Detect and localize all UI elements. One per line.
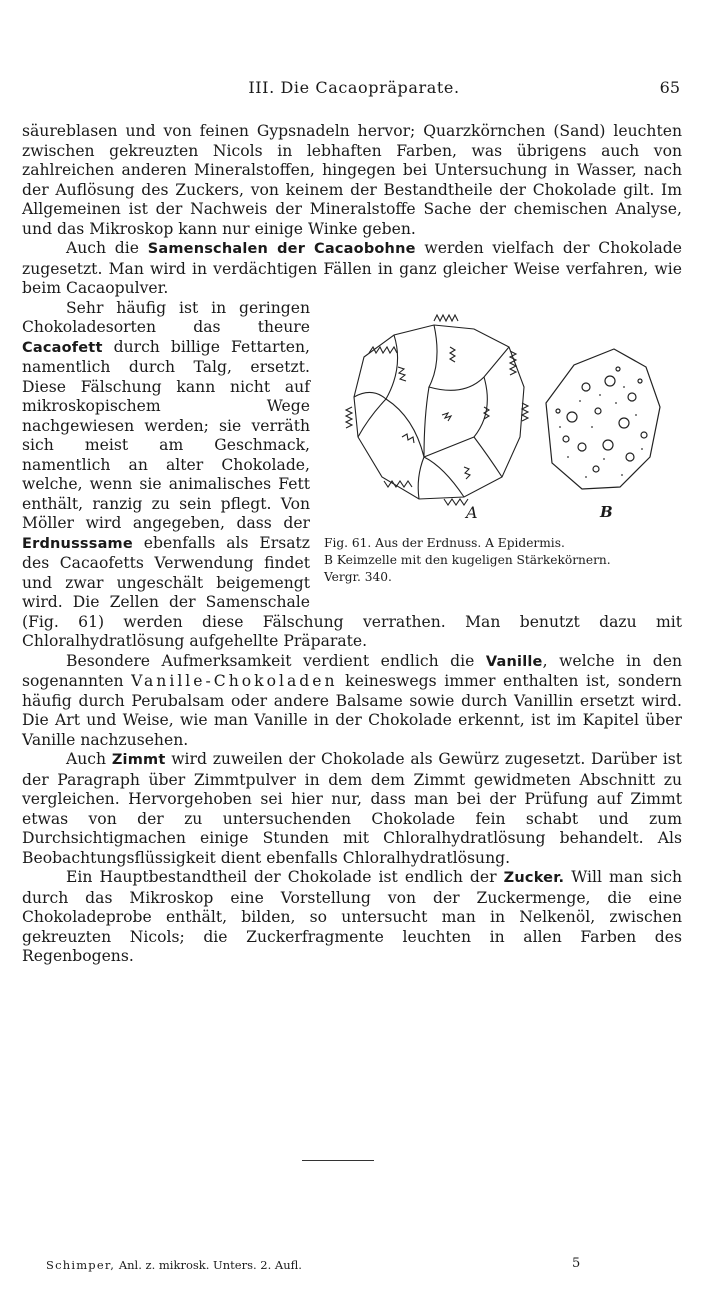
paragraph-cinnamon [22, 750, 682, 868]
stipple-dots [559, 386, 643, 478]
caption-line: Fig. 61. Aus der Erdnuss. A Epidermis. [324, 535, 565, 550]
keyword-cacaofett: Cacaofett [22, 339, 103, 356]
text-run: Sehr häufig ist in geringen Chokoladesorten das theure [22, 298, 310, 336]
spaced-term: Vanille-Chokoladen [131, 672, 338, 690]
text-run: wird zuweilen der Chokolade als Gewürz zugesetzt. Darüber ist der Paragraph über Zimmtpulver in dem dem Zimmt gewidmeten Abschnitt zu vergleichen. Hervorgehoben sei hier nur, dass man bei der Prüfung auf Zimmt etwas von der zu untersuchenden Chokolade fein schabt und zum Durchsichtigmachen einige Stunden mit Chloralhydratlösung behandelt. Als Beobachtungsflüssigkeit dient ebenfalls Chloralhydratlösung. [22, 750, 682, 867]
figure-label-b: B [600, 502, 613, 521]
figure-61-illustration [324, 307, 682, 532]
footer-citation: Anl. z. mikrosk. Unters. 2. Aufl. [118, 1258, 302, 1272]
paragraph-vanilla [22, 652, 682, 751]
page-number: 65 [659, 78, 680, 97]
figure-caption [324, 535, 682, 586]
epidermis-drawing [346, 315, 528, 505]
text-run: Auch [66, 750, 112, 768]
keyword-samenschalen: Samenschalen der Cacaobohne [147, 241, 416, 257]
page-footer [46, 1258, 686, 1272]
text-run: Auch die [66, 239, 148, 257]
text-run: keineswegs immer enthalten ist, sondern häufig durch Perubalsam oder andere Balsame sowie durch Vanillin ersetzt wird. Die Art und Weise, wie man Vanille in der Chokolade erkennt, ist im Kapitel über Vanille nachzusehen. [22, 672, 682, 749]
keyword-erdnusssame: Erdnusssame [22, 535, 133, 552]
caption-line: Vergr. 340. [324, 569, 392, 584]
text-run: ebenfalls als Ersatz des Cacaofetts Verwendung findet und zwar ungeschält beigemengt wird. Die Zellen der Samenschale (Fig. 61) werden diese Fälschung verrathen. Man benutzt dazu mit Chloralhydratlösung aufgehellte Präparate. [22, 533, 682, 650]
section-divider [302, 1160, 374, 1161]
text-run: , welche in den sogenannten [22, 651, 683, 690]
keyword-zimmt: Zimmt [111, 752, 166, 768]
figure-wrap-block [22, 299, 682, 652]
signature-mark: 5 [572, 1256, 581, 1271]
text-run: Will man sich durch das Mikroskop eine Vorstellung von der Zuckermenge, die eine Chokoladeprobe enthält, bilden, so untersucht man in Nelkenöl, zwischen gekreuzten Nicols; die Zuckerfragmente leuchten in allen Farben des Regenbogens. [22, 868, 682, 965]
keyword-vanille: Vanille [485, 653, 543, 670]
paragraph-minerals: säureblasen und von feinen Gypsnadeln hervor; Quarzkörnchen (Sand) leuchten zwischen gekreuzten Nicols in lebhaften Farben, was übrigens auch von zahlreichen anderen Mineralstoffen, hingegen bei Untersuchung in Wasser, nach der Auflösung des Zuckers, von keinem der Bestandtheile der Chokolade gilt. Im Allgemeinen ist der Nachweis der Mineralstoffe Sache der chemischen Analyse, und das Mikroskop kann nur einige Winke geben. [22, 122, 682, 238]
keyword-zucker: Zucker. [503, 870, 565, 886]
figure-61 [324, 307, 682, 599]
germ-cell-drawing [546, 349, 660, 489]
paragraph-sugar [22, 868, 682, 967]
caption-line: B Keimzelle mit den kugeligen Stärkekörnern. [324, 552, 611, 567]
text-run: werden vielfach der Chokolade zugesetzt. Man wird in verdächtigen Fällen in ganz gleicher Weise verfahren, wie beim Cacaopulver. [22, 239, 682, 297]
text-run: Ein Hauptbestandtheil der Chokolade ist endlich der [66, 868, 504, 886]
running-header [0, 78, 708, 100]
main-text [22, 122, 682, 967]
text-run: Besondere Aufmerksamkeit verdient endlich die [66, 651, 486, 670]
running-title: III. Die Cacaopräparate. [248, 78, 460, 97]
text-run: durch billige Fettarten, namentlich durch Talg, ersetzt. Diese Fälschung kann nicht auf mikroskopischem Wege nachgewiesen werden; sie verräth sich meist am Geschmack, namentlich an alter Chokolade, welche, wenn sie animalisches Fett enthält, ranzig zu sein pflegt. Von Möller wird angegeben, dass der [22, 337, 310, 532]
paragraph-seed-shells [22, 239, 682, 299]
figure-label-a: A [466, 502, 478, 522]
footer-author: Schimper, [46, 1258, 116, 1272]
